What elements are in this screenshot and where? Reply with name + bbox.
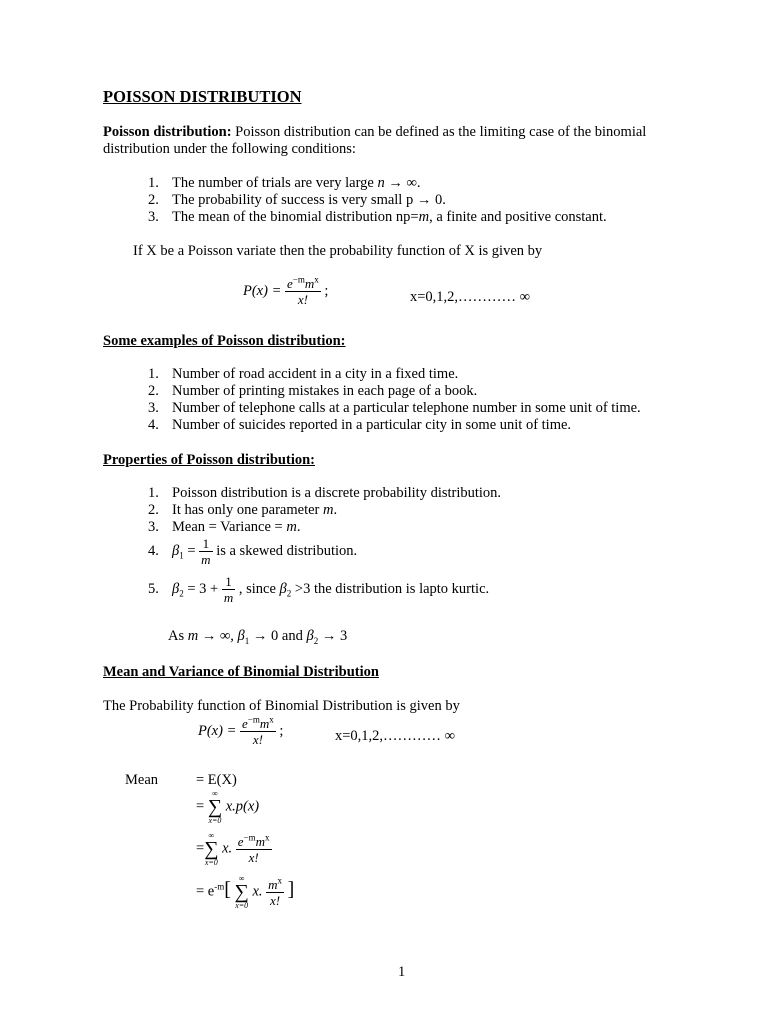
- mean-line-2: = ∞ ∑ x=0 x.p(x): [196, 789, 260, 825]
- intro-text-1: Poisson distribution can be defined as the limiting case of the binomial: [231, 124, 647, 140]
- mean-line-3: =∞ ∑ x=0 x. $\frac{e^{-m}m^x}{x!}$: [196, 831, 270, 867]
- condition-item: 1. The number of trials are very large n → ∞.: [148, 175, 421, 191]
- intro-label: Poisson distribution:: [103, 124, 232, 140]
- property-item: 1. Poisson distribution is a discrete probability distribution.: [148, 485, 502, 501]
- formula-range-2: x=0,1,2,………… ∞: [335, 728, 456, 744]
- example-item: 4. Number of suicides reported in a particular city in some unit of time.: [148, 417, 572, 433]
- mean-label: Mean: [125, 772, 159, 788]
- property-item: 3. Mean = Variance = m.: [148, 519, 301, 535]
- intro-line-1: [103, 124, 646, 141]
- examples-heading: Some examples of Poisson distribution:: [103, 333, 346, 349]
- page-number: 1: [398, 964, 406, 980]
- condition-item: 2. The probability of success is very small p → 0.: [148, 192, 446, 208]
- intro-line-2: distribution under the following conditions:: [103, 141, 356, 157]
- example-item: 2. Number of printing mistakes in each page of a book.: [148, 383, 478, 399]
- pf-intro-text: If X be a Poisson variate then the probability function of X is given by: [133, 243, 543, 259]
- condition-item: 3. The mean of the binomial distribution np=m, a finite and positive constant.: [148, 209, 607, 225]
- mean-line-1: = E(X): [196, 772, 237, 788]
- mean-variance-heading: Mean and Variance of Binomial Distribution: [103, 664, 379, 680]
- mean-line-4: = $e^{-m}$[ ∞ ∑ x=0 x. $\frac{m^x}{x!}$ ]: [196, 874, 295, 910]
- example-item: 3. Number of telephone calls at a particular telephone number in some unit of time.: [148, 400, 641, 416]
- example-item: 1. Number of road accident in a city in a fixed time.: [148, 366, 459, 382]
- formula-fraction: $\frac{e^{-m}m^x}{x!}$: [287, 274, 319, 307]
- limit-statement: As m → ∞, $\beta_1 \to 0$ and $\beta_2 \to 3$: [168, 628, 348, 646]
- binomial-formula: P(x) = $\frac{e^{-m}m^x}{x!}$ ;: [198, 714, 284, 747]
- formula-range: x=0,1,2,………… ∞: [410, 289, 531, 305]
- page-title: POISSON DISTRIBUTION: [103, 87, 302, 106]
- properties-heading: Properties of Poisson distribution:: [103, 452, 315, 468]
- property-item-beta2: 5. $\beta_2 = 3$ + $\frac{1}{m}$ , since $\beta_2 >3$ the distribution is lapto kurtic.: [148, 574, 490, 605]
- pf-binomial-text: The Probability function of Binomial Distribution is given by: [103, 698, 460, 714]
- property-item: 2. It has only one parameter m.: [148, 502, 338, 518]
- property-item-beta1: 4. $\beta_1$ = $\frac{1}{m}$ is a skewed distribution.: [148, 536, 358, 567]
- poisson-formula: P(x) = $\frac{e^{-m}m^x}{x!}$ ;: [243, 274, 329, 307]
